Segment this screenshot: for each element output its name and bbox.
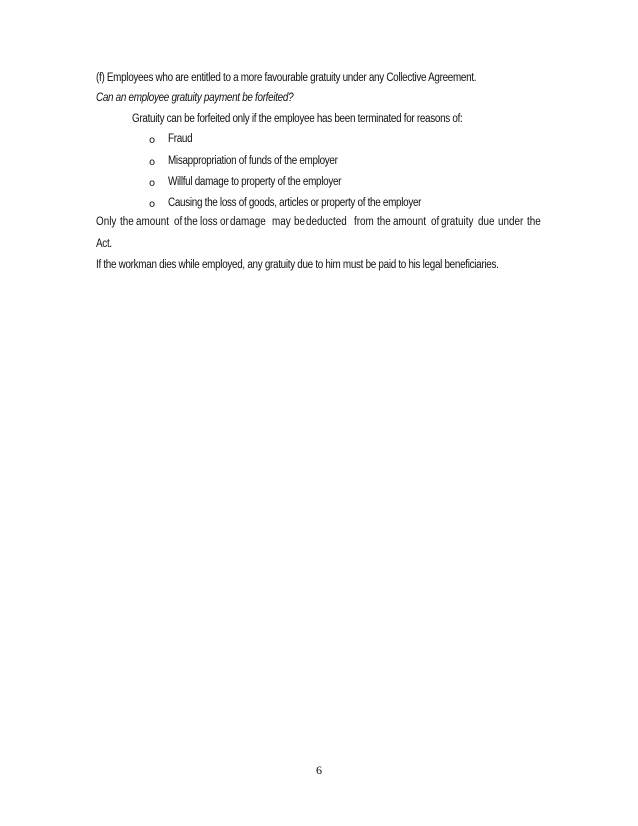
page-number: 6: [316, 763, 322, 777]
word: deducted: [306, 216, 348, 228]
word: Only: [96, 216, 117, 228]
word: under: [497, 216, 523, 228]
reason-text: Willful damage to property of the employer: [168, 176, 342, 188]
word: the: [119, 216, 134, 228]
reason-text: Fraud: [168, 133, 193, 145]
word: amount: [135, 216, 169, 228]
death-clause-paragraph: If the workman dies while employed, any gratuity due to him must be paid to his legal beneficiaries.: [96, 259, 499, 271]
word: damage: [230, 216, 267, 228]
deduction-paragraph-line-1: [96, 215, 540, 229]
word: of: [431, 216, 440, 228]
reason-text: Causing the loss of goods, articles or property of the employer: [168, 197, 422, 209]
bullet-marker: o: [149, 135, 156, 146]
word: be: [293, 216, 305, 228]
bullet-marker: o: [149, 157, 156, 168]
deduction-paragraph-line-2: Act.: [96, 238, 112, 250]
word: amount: [392, 216, 426, 228]
word: the: [527, 216, 541, 228]
word: loss: [199, 216, 218, 228]
word: gratuity: [440, 216, 474, 228]
word: the: [376, 216, 391, 228]
question-heading: Can an employee gratuity payment be forfeited?: [96, 92, 294, 104]
word: may: [271, 216, 291, 228]
item-f-text: (f) Employees who are entitled to a more favourable gratuity under any Collective Agreement.: [96, 72, 477, 84]
intro-paragraph: Gratuity can be forfeited only if the employee has been terminated for reasons of:: [132, 113, 463, 125]
word: or: [220, 216, 229, 228]
word: from: [353, 216, 374, 228]
word: the: [183, 216, 198, 228]
word: of: [174, 216, 183, 228]
bullet-marker: o: [149, 178, 156, 189]
bullet-marker: o: [149, 199, 156, 210]
reason-text: Misappropriation of funds of the employer: [168, 155, 338, 167]
word: due: [478, 216, 495, 228]
